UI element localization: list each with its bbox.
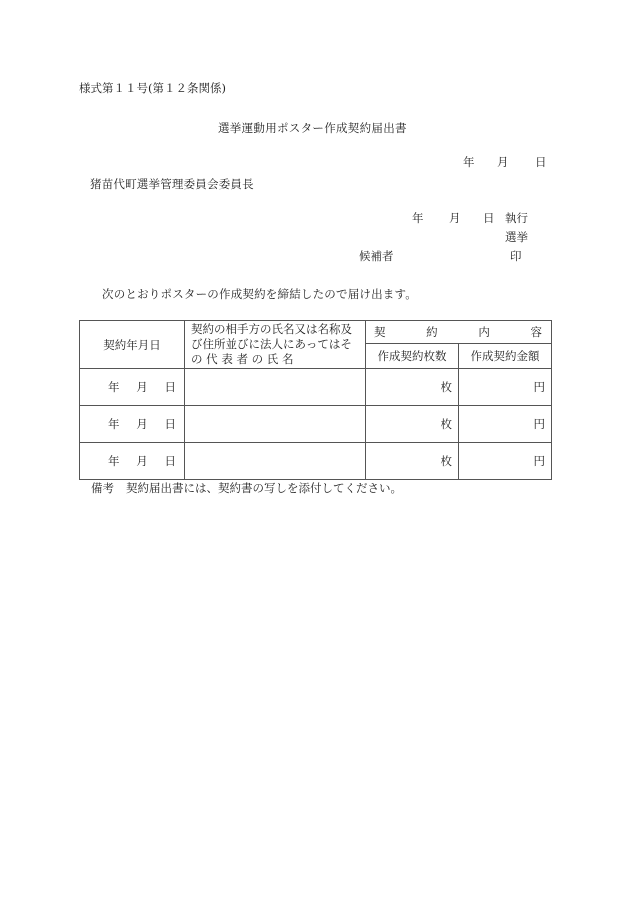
header-amount: 作成契約金額 <box>459 344 552 369</box>
table-row <box>80 443 552 480</box>
submission-month-label: 月 <box>497 155 509 169</box>
election-name-label: 選挙 <box>505 230 528 244</box>
table-row <box>80 406 552 443</box>
header-sheet-count: 作成契約枚数 <box>366 344 459 369</box>
header-party-line-1: 契約の相手方の氏名又は名称及 <box>191 322 352 336</box>
amount-cell[interactable]: 円 <box>459 369 552 406</box>
election-month-label: 月 <box>449 211 461 225</box>
election-day-label: 日 <box>483 211 495 225</box>
contract-party-cell[interactable] <box>185 406 366 443</box>
contract-date-cell[interactable]: 年 月 日 <box>80 369 185 406</box>
form-number: 様式第１１号(第１２条関係) <box>79 81 226 95</box>
seal-mark: 印 <box>510 249 522 263</box>
contract-party-cell[interactable] <box>185 443 366 480</box>
sheet-count-cell[interactable]: 枚 <box>366 406 459 443</box>
election-year-label: 年 <box>412 211 424 225</box>
election-executed-label: 執行 <box>505 211 528 225</box>
table-row <box>80 369 552 406</box>
header-contract-content: 契 約 内 容 <box>366 321 552 344</box>
header-party-line-3: の 代 表 者 の 氏 名 <box>191 352 294 366</box>
amount-cell[interactable]: 円 <box>459 443 552 480</box>
remark-text: 契約届出書には、契約書の写しを添付してください。 <box>126 481 402 495</box>
contract-party-cell[interactable] <box>185 369 366 406</box>
remark-label: 備考 <box>91 481 114 495</box>
contract-date-cell[interactable]: 年 月 日 <box>80 443 185 480</box>
submission-year-label: 年 <box>463 155 475 169</box>
header-contract-date: 契約年月日 <box>80 321 185 369</box>
amount-cell[interactable]: 円 <box>459 406 552 443</box>
document-title: 選挙運動用ポスター作成契約届出書 <box>218 121 407 135</box>
contract-date-cell[interactable]: 年 月 日 <box>80 406 185 443</box>
sheet-count-cell[interactable]: 枚 <box>366 369 459 406</box>
remark <box>91 481 402 495</box>
header-contract-party <box>185 321 366 369</box>
candidate-label: 候補者 <box>359 249 394 263</box>
addressee: 猪苗代町選挙管理委員会委員長 <box>90 177 254 191</box>
intro-text: 次のとおりポスターの作成契約を締結したので届け出ます。 <box>102 287 417 301</box>
sheet-count-cell[interactable]: 枚 <box>366 443 459 480</box>
header-party-line-2: び住所並びに法人にあってはそ <box>191 337 352 351</box>
contract-table <box>79 320 552 480</box>
submission-day-label: 日 <box>535 155 547 169</box>
